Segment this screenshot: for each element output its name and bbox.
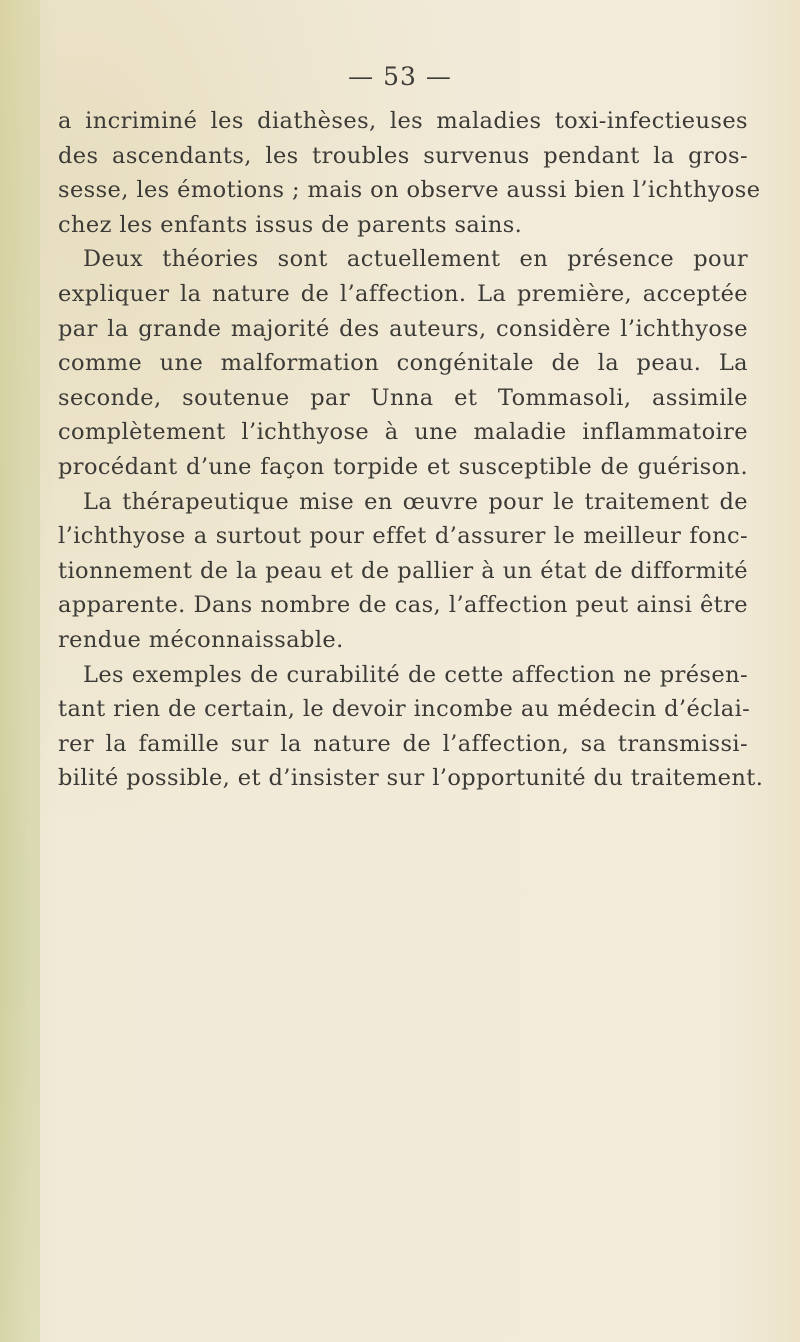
- text-line: complètement l’ichthyose à une maladie inflammatoire: [58, 419, 748, 446]
- text-line: sesse, les émotions ; mais on observe aussi bien l’ichthyose: [58, 177, 761, 204]
- text-line: l’ichthyose a surtout pour effet d’assurer le meilleur fonc-: [58, 523, 748, 550]
- text-line: a incriminé les diathèses, les maladies toxi-infectieuses: [58, 108, 748, 134]
- text-line: chez les enfants issus de parents sains.: [58, 211, 523, 238]
- text-line: La thérapeutique mise en œuvre pour le traitement de: [83, 488, 748, 515]
- text-line: seconde, soutenue par Unna et Tommasoli, assimile: [58, 384, 748, 411]
- text-line: rendue méconnaissable.: [58, 626, 344, 653]
- text-line: apparente. Dans nombre de cas, l’affection peut ainsi être: [58, 592, 748, 619]
- body-text: [58, 104, 764, 796]
- text-line: tant rien de certain, le devoir incombe au médecin d’éclai-: [58, 696, 751, 723]
- text-line: bilité possible, et d’insister sur l’opportunité du traitement.: [58, 765, 764, 792]
- text-line: Deux théories sont actuellement en présence pour: [83, 246, 748, 273]
- text-line: par la grande majorité des auteurs, considère l’ichthyose: [58, 315, 748, 342]
- text-line: expliquer la nature de l’affection. La première, acceptée: [58, 280, 748, 307]
- text-line: des ascendants, les troubles survenus pendant la gros-: [58, 142, 748, 169]
- text-line: procédant d’une façon torpide et susceptible de guérison.: [58, 453, 748, 480]
- text-line: comme une malformation congénitale de la peau. La: [58, 350, 748, 377]
- text-line: tionnement de la peau et de pallier à un état de difformité: [58, 557, 748, 584]
- page-number: — 53 —: [348, 62, 452, 91]
- page-edge-shadow: [0, 0, 40, 1342]
- text-line: Les exemples de curabilité de cette affection ne présen-: [83, 661, 748, 688]
- text-line: rer la famille sur la nature de l’affection, sa transmissi-: [58, 730, 748, 757]
